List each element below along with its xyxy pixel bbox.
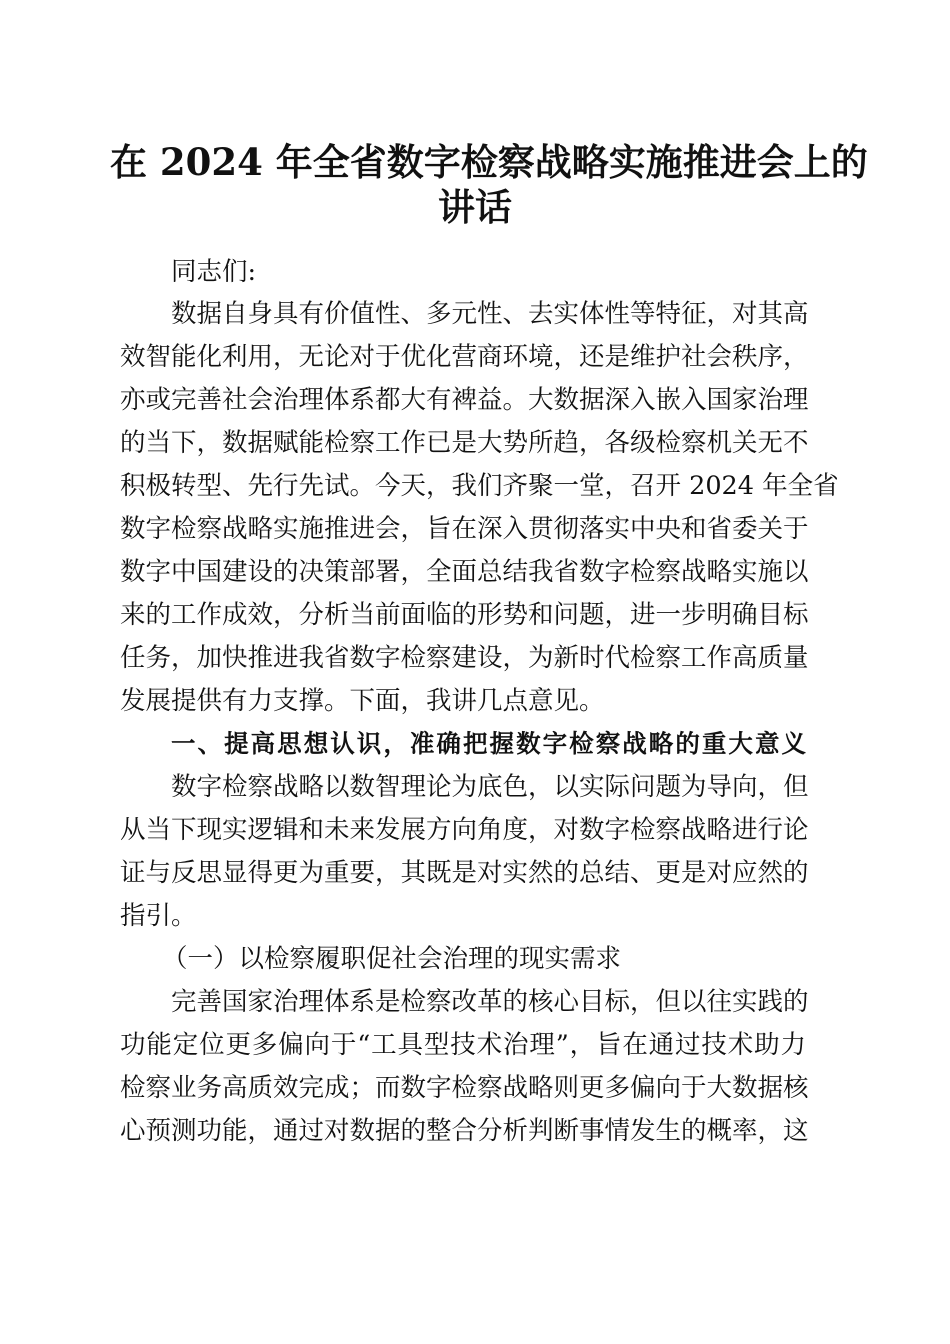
paragraph-1-line: 任务，加快推进我省数字检察建设，为新时代检察工作高质量 (120, 643, 809, 673)
salutation: 同志们: (171, 257, 257, 287)
paragraph-2-line: 数字检察战略以数智理论为底色，以实际问题为导向，但 (171, 772, 809, 802)
subsection-1-heading: （一）以检察履职促社会治理的现实需求 (162, 944, 622, 974)
paragraph-3-line: 心预测功能，通过对数据的整合分析判断事情发生的概率，这 (120, 1116, 809, 1146)
paragraph-1-line: 来的工作成效，分析当前面临的形势和问题，进一步明确目标 (120, 600, 809, 630)
paragraph-1-line: 发展提供有力支撑。下面，我讲几点意见。 (120, 686, 605, 716)
paragraph-2-line: 从当下现实逻辑和未来发展方向角度，对数字检察战略进行论 (120, 815, 809, 845)
paragraph-1-line: 亦或完善社会治理体系都大有裨益。大数据深入嵌入国家治理 (120, 385, 809, 415)
section-1-heading: 一、提高思想认识，准确把握数字检察战略的重大意义 (171, 729, 806, 758)
paragraph-3-line: 功能定位更多偏向于“工具型技术治理”，旨在通过技术助力 (120, 1030, 806, 1060)
paragraph-1-line: 效智能化利用，无论对于优化营商环境，还是维护社会秩序， (120, 342, 809, 372)
paragraph-1-line: 积极转型、先行先试。今天，我们齐聚一堂，召开 2024 年全省 (120, 471, 839, 501)
paragraph-1-line: 数字检察战略实施推进会，旨在深入贯彻落实中央和省委关于 (120, 514, 809, 544)
paragraph-2-line: 证与反思显得更为重要，其既是对实然的总结、更是对应然的 (120, 858, 809, 888)
paragraph-1-line: 数字中国建设的决策部署，全面总结我省数字检察战略实施以 (120, 557, 809, 587)
paragraph-3-line: 完善国家治理体系是检察改革的核心目标，但以往实践的 (171, 987, 809, 1017)
document-title-line-1: 在 2024 年全省数字检察战略实施推进会上的 (110, 140, 868, 184)
document-title-line-2: 讲话 (438, 185, 512, 229)
paragraph-3-line: 检察业务高质效完成；而数字检察战略则更多偏向于大数据核 (120, 1073, 809, 1103)
paragraph-1-line: 的当下，数据赋能检察工作已是大势所趋，各级检察机关无不 (120, 428, 809, 458)
paragraph-1-line: 数据自身具有价值性、多元性、去实体性等特征，对其高 (171, 299, 809, 329)
paragraph-2-line: 指引。 (120, 901, 197, 931)
